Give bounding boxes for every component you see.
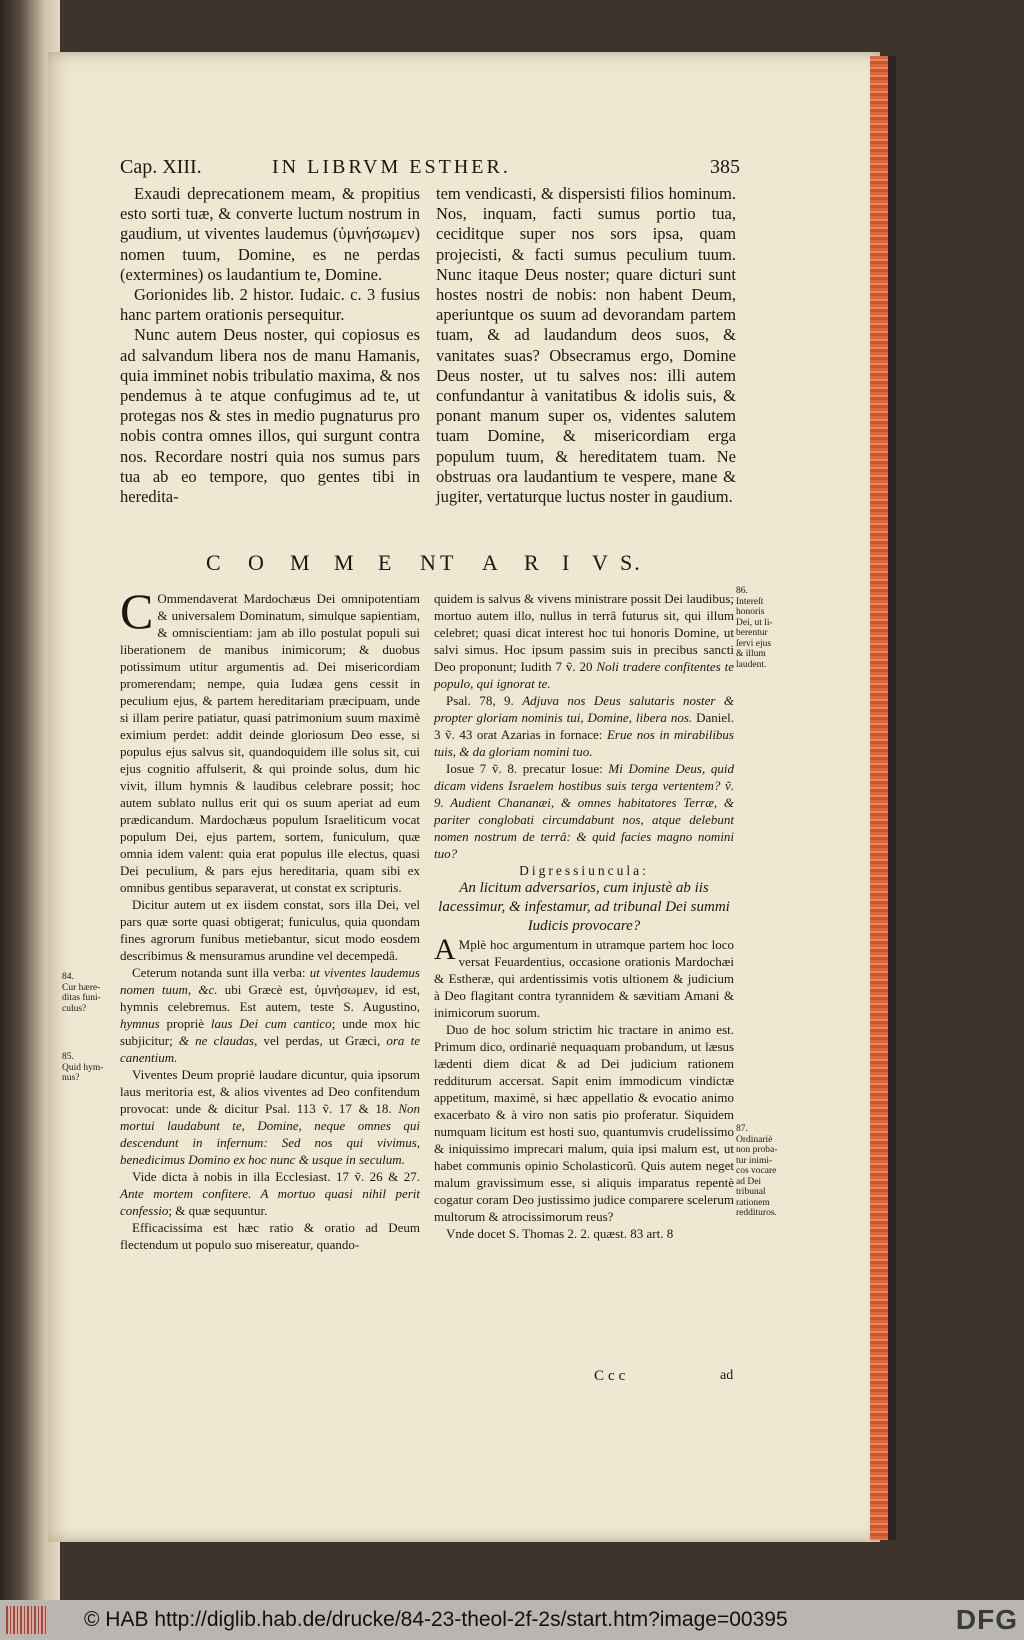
commentary-paragraph: Ommendaverat Mardochæus Dei omnipotentiam & universalem Dominatum, simulque sapientiam, & omniscientiam: jam ab illo postulat populi sui liberationem de manibus inimicorum; & duobus potissimum utitur argumentis ad. Dei misericordiam promerendam; nempe, quia Iudæa gens cessit in peculium ejus, & partem hereditariam præcipuam, unde si illam perire patiatur, quasi patrimonium suum maximè eximium perdet: addit deinde gloriosum Deo esse, si populus ejus salvus sit, quandoquidem ille solus sit, cui ejus cognitio affulserit, & qui proinde solus, dum hic vivit, illum hymnis & laudibus celebrare possit; hoc autem sublato nullus erit qui os suum aperiat ad eum prædicandum. Mardochæus populum Israeliticum vocat populum Dei, ejus partem, sortem, funiculum, quæ omnia idem valent: quia erat populus ille electus, quasi Dei peculium, & pars ejus hereditaria, quam sibi ex omnibus gentibus separaverat, ut constat ex scripturis.: [120, 591, 420, 895]
margin-note-85: 85. Quid hym- nus?: [62, 1052, 104, 1083]
heading-letter: V: [592, 550, 610, 575]
commentary-paragraph: quidem is salvus & vivens ministrare possit Dei laudibus; mortuo autem illo, nullus in terrâ futurus sit, qui illum celebret; quasi dicat interest hoc tui honoris Domine, ut salvi simus. Hoc ipsum passim suis in precibus sancti Deo proponunt; Iudith 7 ṽ. 20 Noli tradere confitentes te populo, qui ignorat te.: [434, 591, 735, 691]
commentary-paragraph: Efficacissima est hæc ratio & oratio ad Deum flectendum ut populo suo misereatur, quando-: [120, 1220, 420, 1252]
margin-note-87: 87. Ordinariè non proba- tur inimi- cos vocare ad Dei tribunal rationem reddituros.: [736, 1124, 778, 1218]
heading-letter: I: [562, 550, 572, 575]
heading-letter: A: [482, 550, 500, 575]
commentary-paragraph: Iosue 7 ṽ. 8. precatur Iosue: Mi Domine Deus, quid dicam videns Israelem hostibus suis terga vertentem? ṽ. 9. Audient Chananæi, & omnes habitatores Terræ, & pariter conglobati circumdabunt nos, atque delebunt nomen nostrum de terrâ: & quid facies magno nomini tuo?: [434, 761, 735, 861]
heading-letter: N: [420, 550, 438, 575]
commentary-paragraph: Psal. 78, 9. Adjuva nos Deus salutaris noster & propter gloriam nominis tui, Domine, libera nos. Daniel. 3 ṽ. 43 orat Azarias in fornace: Erue nos in mirabilibus tuis, & da gloriam nomini tuo.: [434, 693, 735, 759]
commentarius-heading: [120, 550, 740, 576]
heading-letter: M: [290, 550, 312, 575]
source-url[interactable]: © HAB http://diglib.hab.de/drucke/84-23-theol-2f-2s/start.htm?image=00395: [84, 1608, 788, 1631]
running-head: [120, 156, 740, 182]
page-edge-red: [870, 56, 888, 1540]
heading-letter: C: [206, 550, 223, 575]
commentary-paragraph: Viventes Deum propriè laudare dicuntur, quia ipsorum laus meritoria est, & alios viventes ad Deo confitendum provocat: unde & dicitur Psal. 113 ṽ. 17 & 18. Non mortui laudabunt te, Domine, neque omnes qui descendunt in infernum: Sed nos qui vivimus, benedicimus Domino ex hoc nunc & usque in seculum.: [120, 1067, 420, 1167]
heading-letter: S.: [620, 550, 642, 575]
drop-cap: C: [120, 583, 154, 639]
prayer-paragraph: Gorionides lib. 2 histor. Iudaic. c. 3 fusius hanc partem orationis persequitur.: [120, 285, 420, 325]
margin-note-84: 84. Cur hære- ditas funi- culus?: [62, 972, 101, 1014]
prayer-paragraph: Exaudi deprecationem meam, & propitius esto sorti tuæ, & converte luctum nostrum in gaudium, ut viventes laudemus (ὑμνήσωμεν) nomen tuum, Domine, es ne perdas (extermines) os laudantium te, Domine.: [120, 184, 420, 284]
signature-mark: Ccc: [594, 1368, 630, 1384]
prayer-text-left: [120, 184, 420, 507]
viewer-footer: [0, 1600, 1024, 1640]
commentary-paragraph: Vnde docet S. Thomas 2. 2. quæst. 83 art. 8: [446, 1226, 674, 1241]
margin-note-86: 86. Intereſt honoris Dei, ut li- berentur ſervi ejus & illum laudent.: [736, 586, 773, 670]
dfg-logo: DFG: [955, 1604, 1018, 1635]
heading-letter: O: [248, 550, 266, 575]
book-title: IN LIBRVM ESTHER.: [272, 156, 511, 178]
commentary-paragraph: Dicitur autem ut ex iisdem constat, sors illa Dei, vel pars quæ sorte quasi obtigerat; funiculus, quia quondam fines agrorum funibus metiebantur, sicut modo eosdem describimus & mensuramus arundine vel decempedâ.: [120, 897, 420, 963]
heading-letter: T: [440, 550, 456, 575]
commentary-paragraph: Vide dicta à nobis in illa Ecclesiast. 17 ṽ. 26 & 27. Ante mortem confitere. A mortuo quasi nihil perit confessio; & quæ sequuntur.: [120, 1169, 420, 1218]
digression-question: An licitum adversarios, cum injustè ab iis lacessimur, & infestamur, ad tribunal Dei summi Iudicis provocare?: [438, 880, 730, 934]
commentary-paragraph: Ceterum notanda sunt illa verba: ut viventes laudemus nomen tuum, &c. ubi Græcè est, ὑμνήσωμεν, id est, hymnis celebremus. Est autem, teste S. Augustino, hymnus propriè laus Dei cum cantico; unde mox hic subjicitur; & ne claudas, vel perdas, ut Græci, ora te canentium.: [120, 965, 420, 1065]
heading-letter: E: [378, 550, 394, 575]
catchword: ad: [720, 1368, 734, 1383]
heading-letter: M: [334, 550, 356, 575]
drop-cap: A: [434, 933, 456, 966]
commentary-right-column: [434, 590, 734, 1242]
prayer-text-right: [436, 184, 736, 507]
heading-letter: R: [524, 550, 541, 575]
digression-heading: Digressiuncula:: [519, 863, 649, 878]
page-number: 385: [710, 156, 740, 178]
prayer-paragraph: Nunc autem Deus noster, qui copiosus es ad salvandum libera nos de manu Hamanis, quia imminet nobis tribulatio maxima, & nos pendemus à te atque confugimus ad te, ut protegas nos & stes in medio pugnaturus pro nobis contra omnes illos, qui surgunt contra nos. Recordare nostri quia nos sumus pars tua ab eo tempore, quo gentes tibi in heredita-: [120, 325, 420, 507]
commentary-paragraph: Mplè hoc argumentum in utramque partem hoc loco versat Feuardentius, occasione orationis Mardochæi & Estheræ, qui ardentissimis votis ultionem & judicium à Deo flagitant contra tyrannidem & sævitiam Amani & inimicorum suorum.: [434, 937, 734, 1020]
commentary-left-column: [120, 583, 420, 1253]
prayer-paragraph: tem vendicasti, & dispersisti filios hominum. Nos, inquam, facti sumus portio tua, ceciditque super nos sors ipsa, quam projecisti, & facti sumus peculium tuum. Nunc itaque Deus noster; quare dicturi sunt hostes nostri de nobis: non habent Deum, aperiuntque os suum ad devorandam partem tuam, & ad laudandum deos suos, & vanitates suas? Obsecramus ergo, Domine Deus noster, ut tu salves nos: illi autem confundantur à vanitatibus & idolis suis, & ponant manum super os, videntes salutem tuam Domine, & misericordiam erga populum tuum, & hereditatem tuam. Ne obstruas ora laudantium te vespere, mane & jugiter, vertaturque luctus noster in gaudium.: [436, 184, 736, 507]
commentary-paragraph: Duo de hoc solum strictim hic tractare in animo est. Primum dico, ordinariè nequaquam probandum, ut læsus lædenti diem dicat & ad Dei judicium rationem redditurum accersat. Sapit enim immodicum vindictæ appetitum, maximè, si hæc appellatio & evocatio animo exacerbato & à viro non satis pio proferatur. Siquidem numquam licitum est hosti suo, quantumvis crudelissimo & iniquissimo imprecari malum, quia ipsi malum est, ut habet communis opinio Scholasticorũ. Quis autem neget malum gravissimum esse, si aliquis imparatus repentè cogatur coram Deo justissimo judice comparere scelerum multorum & atrocissimorum reus?: [434, 1022, 734, 1224]
chapter-label: Cap. XIII.: [120, 156, 202, 178]
page-edge-shadow: [888, 56, 896, 1540]
barcode-icon: [6, 1606, 46, 1634]
